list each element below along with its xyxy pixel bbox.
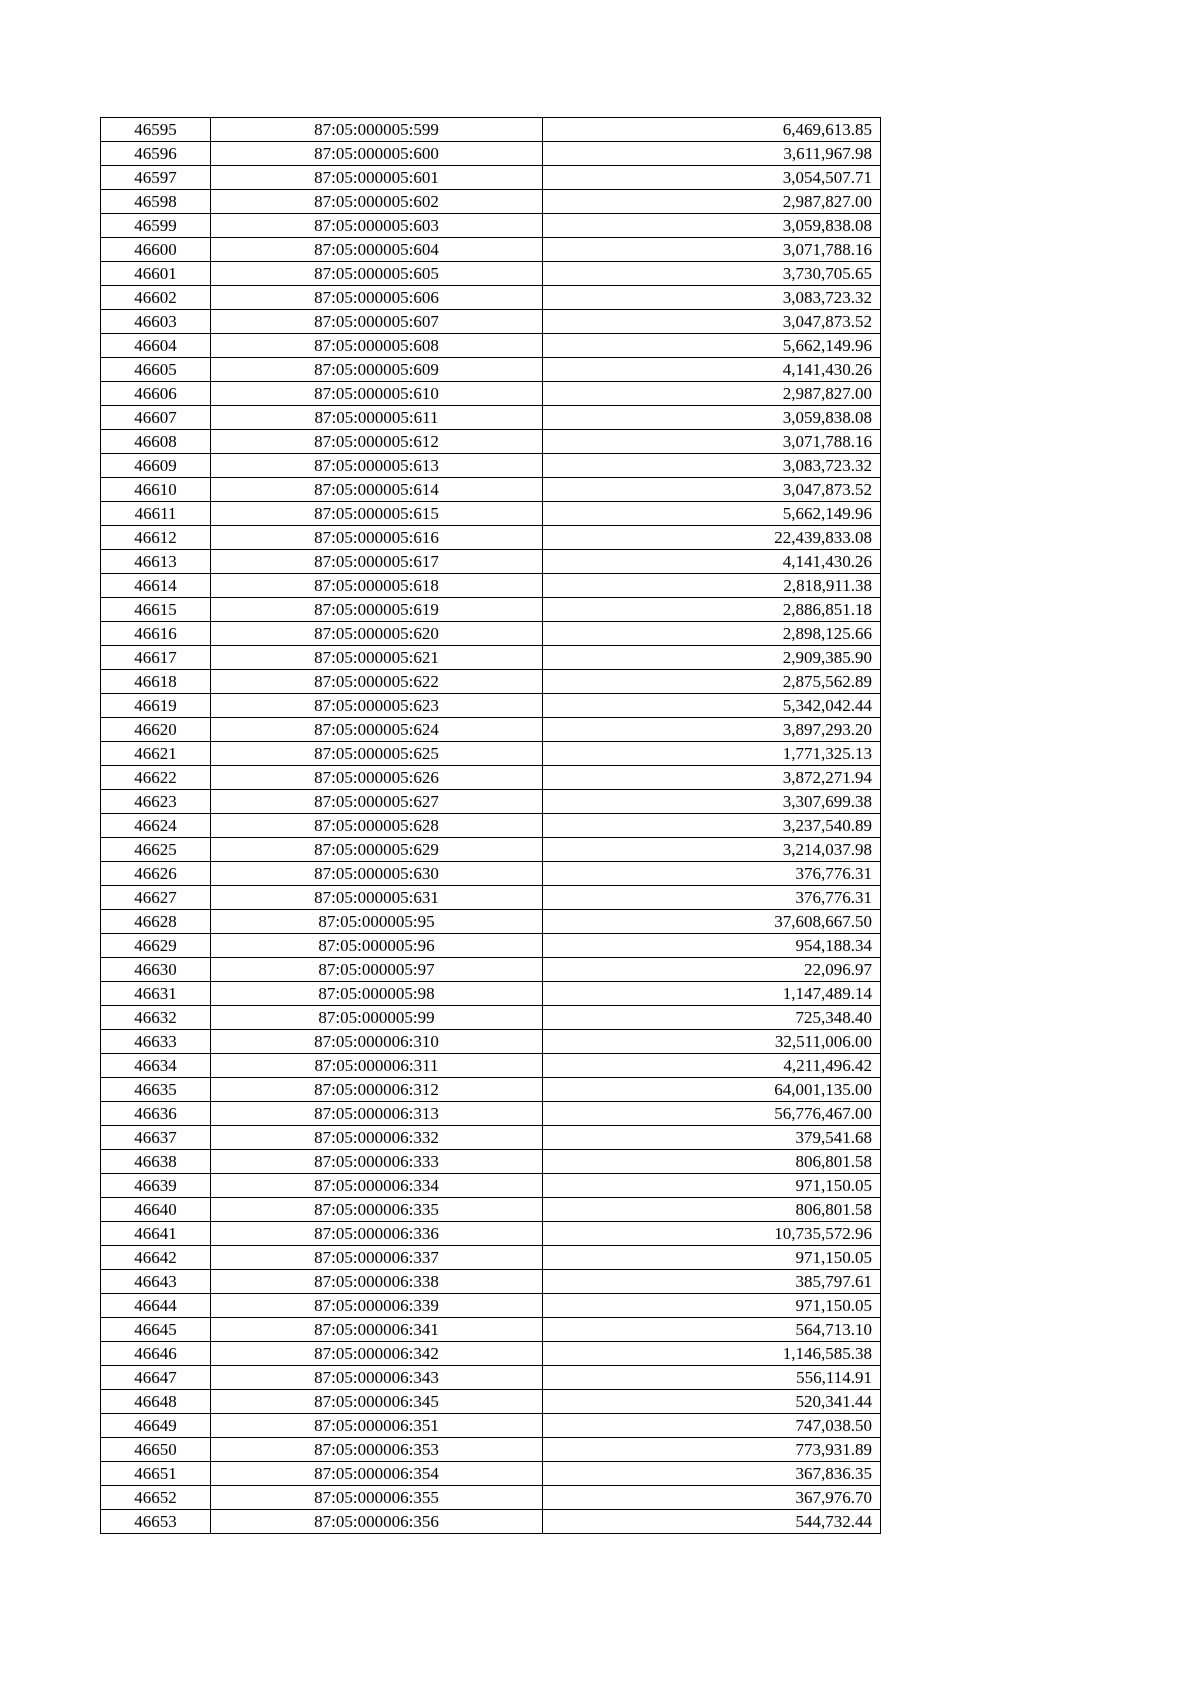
- table-row: [101, 670, 881, 694]
- cadastral-number-cell: 87:05:000005:629: [211, 838, 543, 862]
- table-row: [101, 886, 881, 910]
- cadastral-number-cell: 87:05:000005:624: [211, 718, 543, 742]
- value-cell: 520,341.44: [543, 1390, 881, 1414]
- value-cell: 37,608,667.50: [543, 910, 881, 934]
- value-cell: 2,909,385.90: [543, 646, 881, 670]
- cadastral-number-cell: 87:05:000006:341: [211, 1318, 543, 1342]
- value-cell: 3,071,788.16: [543, 238, 881, 262]
- table-row: [101, 358, 881, 382]
- table-row: [101, 766, 881, 790]
- value-cell: 367,976.70: [543, 1486, 881, 1510]
- table-row: [101, 382, 881, 406]
- row-number-cell: 46597: [101, 166, 211, 190]
- cadastral-number-cell: 87:05:000005:599: [211, 118, 543, 142]
- value-cell: 1,771,325.13: [543, 742, 881, 766]
- row-number-cell: 46631: [101, 982, 211, 1006]
- table-row: [101, 790, 881, 814]
- table-row: [101, 550, 881, 574]
- value-cell: 3,307,699.38: [543, 790, 881, 814]
- table-row: [101, 622, 881, 646]
- cadastral-number-cell: 87:05:000005:617: [211, 550, 543, 574]
- table-row: [101, 1510, 881, 1534]
- row-number-cell: 46645: [101, 1318, 211, 1342]
- row-number-cell: 46639: [101, 1174, 211, 1198]
- cadastral-number-cell: 87:05:000005:96: [211, 934, 543, 958]
- table-row: [101, 1294, 881, 1318]
- cadastral-number-cell: 87:05:000006:334: [211, 1174, 543, 1198]
- value-cell: 971,150.05: [543, 1294, 881, 1318]
- row-number-cell: 46646: [101, 1342, 211, 1366]
- cadastral-number-cell: 87:05:000005:625: [211, 742, 543, 766]
- row-number-cell: 46621: [101, 742, 211, 766]
- table-row: [101, 574, 881, 598]
- cadastral-number-cell: 87:05:000006:312: [211, 1078, 543, 1102]
- value-cell: 3,237,540.89: [543, 814, 881, 838]
- row-number-cell: 46610: [101, 478, 211, 502]
- row-number-cell: 46628: [101, 910, 211, 934]
- row-number-cell: 46622: [101, 766, 211, 790]
- row-number-cell: 46616: [101, 622, 211, 646]
- row-number-cell: 46611: [101, 502, 211, 526]
- row-number-cell: 46601: [101, 262, 211, 286]
- value-cell: 725,348.40: [543, 1006, 881, 1030]
- value-cell: 4,141,430.26: [543, 358, 881, 382]
- value-cell: 806,801.58: [543, 1150, 881, 1174]
- value-cell: 2,818,911.38: [543, 574, 881, 598]
- table-row: [101, 190, 881, 214]
- cadastral-number-cell: 87:05:000005:627: [211, 790, 543, 814]
- table-row: [101, 526, 881, 550]
- cadastral-number-cell: 87:05:000006:313: [211, 1102, 543, 1126]
- value-cell: 3,611,967.98: [543, 142, 881, 166]
- value-cell: 747,038.50: [543, 1414, 881, 1438]
- value-cell: 6,469,613.85: [543, 118, 881, 142]
- cadastral-number-cell: 87:05:000005:618: [211, 574, 543, 598]
- value-cell: 954,188.34: [543, 934, 881, 958]
- row-number-cell: 46650: [101, 1438, 211, 1462]
- cadastral-number-cell: 87:05:000005:626: [211, 766, 543, 790]
- value-cell: 2,898,125.66: [543, 622, 881, 646]
- row-number-cell: 46644: [101, 1294, 211, 1318]
- row-number-cell: 46652: [101, 1486, 211, 1510]
- cadastral-number-cell: 87:05:000005:606: [211, 286, 543, 310]
- value-cell: 4,141,430.26: [543, 550, 881, 574]
- value-cell: 3,059,838.08: [543, 406, 881, 430]
- cadastral-number-cell: 87:05:000006:356: [211, 1510, 543, 1534]
- cadastral-number-cell: 87:05:000005:607: [211, 310, 543, 334]
- table-row: [101, 478, 881, 502]
- table-row: [101, 1030, 881, 1054]
- table-row: [101, 958, 881, 982]
- table-row: [101, 1462, 881, 1486]
- table-row: [101, 1486, 881, 1510]
- table-row: [101, 1318, 881, 1342]
- table-row: [101, 1270, 881, 1294]
- table-row: [101, 430, 881, 454]
- table-row: [101, 1174, 881, 1198]
- table-row: [101, 982, 881, 1006]
- value-cell: 773,931.89: [543, 1438, 881, 1462]
- table-row: [101, 814, 881, 838]
- table-row: [101, 646, 881, 670]
- table-row: [101, 214, 881, 238]
- table-row: [101, 1438, 881, 1462]
- cadastral-number-cell: 87:05:000006:310: [211, 1030, 543, 1054]
- table-row: [101, 502, 881, 526]
- value-cell: 3,054,507.71: [543, 166, 881, 190]
- row-number-cell: 46623: [101, 790, 211, 814]
- row-number-cell: 46615: [101, 598, 211, 622]
- cadastral-number-cell: 87:05:000005:95: [211, 910, 543, 934]
- row-number-cell: 46641: [101, 1222, 211, 1246]
- cadastral-number-cell: 87:05:000005:630: [211, 862, 543, 886]
- cadastral-number-cell: 87:05:000005:628: [211, 814, 543, 838]
- value-cell: 1,147,489.14: [543, 982, 881, 1006]
- row-number-cell: 46602: [101, 286, 211, 310]
- row-number-cell: 46638: [101, 1150, 211, 1174]
- value-cell: 22,096.97: [543, 958, 881, 982]
- cadastral-number-cell: 87:05:000005:608: [211, 334, 543, 358]
- cadastral-number-cell: 87:05:000006:345: [211, 1390, 543, 1414]
- row-number-cell: 46635: [101, 1078, 211, 1102]
- cadastral-number-cell: 87:05:000005:613: [211, 454, 543, 478]
- row-number-cell: 46648: [101, 1390, 211, 1414]
- value-cell: 544,732.44: [543, 1510, 881, 1534]
- value-cell: 5,342,042.44: [543, 694, 881, 718]
- value-cell: 56,776,467.00: [543, 1102, 881, 1126]
- value-cell: 3,872,271.94: [543, 766, 881, 790]
- cadastral-number-cell: 87:05:000006:354: [211, 1462, 543, 1486]
- row-number-cell: 46627: [101, 886, 211, 910]
- value-cell: 3,083,723.32: [543, 286, 881, 310]
- table-row: [101, 1414, 881, 1438]
- value-cell: 3,059,838.08: [543, 214, 881, 238]
- value-cell: 32,511,006.00: [543, 1030, 881, 1054]
- value-cell: 806,801.58: [543, 1198, 881, 1222]
- row-number-cell: 46636: [101, 1102, 211, 1126]
- row-number-cell: 46642: [101, 1246, 211, 1270]
- table-row: [101, 1390, 881, 1414]
- table-row: [101, 1198, 881, 1222]
- value-cell: 1,146,585.38: [543, 1342, 881, 1366]
- value-cell: 22,439,833.08: [543, 526, 881, 550]
- value-cell: 3,897,293.20: [543, 718, 881, 742]
- cadastral-number-cell: 87:05:000005:631: [211, 886, 543, 910]
- cadastral-number-cell: 87:05:000005:97: [211, 958, 543, 982]
- cadastral-number-cell: 87:05:000005:601: [211, 166, 543, 190]
- value-cell: 971,150.05: [543, 1246, 881, 1270]
- row-number-cell: 46613: [101, 550, 211, 574]
- cadastral-number-cell: 87:05:000006:339: [211, 1294, 543, 1318]
- cadastral-number-cell: 87:05:000005:600: [211, 142, 543, 166]
- cadastral-number-cell: 87:05:000006:343: [211, 1366, 543, 1390]
- cadastral-number-cell: 87:05:000006:355: [211, 1486, 543, 1510]
- value-cell: 2,987,827.00: [543, 382, 881, 406]
- table-row: [101, 238, 881, 262]
- cadastral-number-cell: 87:05:000005:605: [211, 262, 543, 286]
- row-number-cell: 46609: [101, 454, 211, 478]
- cadastral-number-cell: 87:05:000005:612: [211, 430, 543, 454]
- table-row: [101, 1246, 881, 1270]
- cadastral-number-cell: 87:05:000005:616: [211, 526, 543, 550]
- cadastral-number-cell: 87:05:000005:623: [211, 694, 543, 718]
- row-number-cell: 46647: [101, 1366, 211, 1390]
- value-cell: 3,214,037.98: [543, 838, 881, 862]
- row-number-cell: 46620: [101, 718, 211, 742]
- value-cell: 4,211,496.42: [543, 1054, 881, 1078]
- value-cell: 5,662,149.96: [543, 502, 881, 526]
- value-cell: 367,836.35: [543, 1462, 881, 1486]
- value-cell: 2,886,851.18: [543, 598, 881, 622]
- table-row: [101, 118, 881, 142]
- row-number-cell: 46649: [101, 1414, 211, 1438]
- cadastral-number-cell: 87:05:000005:610: [211, 382, 543, 406]
- value-cell: 376,776.31: [543, 862, 881, 886]
- table-row: [101, 1054, 881, 1078]
- value-cell: 64,001,135.00: [543, 1078, 881, 1102]
- cadastral-number-cell: 87:05:000006:338: [211, 1270, 543, 1294]
- value-cell: 2,987,827.00: [543, 190, 881, 214]
- row-number-cell: 46612: [101, 526, 211, 550]
- cadastral-number-cell: 87:05:000005:603: [211, 214, 543, 238]
- row-number-cell: 46600: [101, 238, 211, 262]
- cadastral-number-cell: 87:05:000005:620: [211, 622, 543, 646]
- table-row: [101, 1222, 881, 1246]
- value-cell: 376,776.31: [543, 886, 881, 910]
- value-cell: 5,662,149.96: [543, 334, 881, 358]
- value-cell: 556,114.91: [543, 1366, 881, 1390]
- cadastral-number-cell: 87:05:000005:611: [211, 406, 543, 430]
- row-number-cell: 46626: [101, 862, 211, 886]
- table-row: [101, 718, 881, 742]
- row-number-cell: 46619: [101, 694, 211, 718]
- row-number-cell: 46596: [101, 142, 211, 166]
- cadastral-number-cell: 87:05:000005:99: [211, 1006, 543, 1030]
- row-number-cell: 46617: [101, 646, 211, 670]
- row-number-cell: 46608: [101, 430, 211, 454]
- table-row: [101, 334, 881, 358]
- cadastral-number-cell: 87:05:000006:337: [211, 1246, 543, 1270]
- cadastral-number-cell: 87:05:000006:353: [211, 1438, 543, 1462]
- row-number-cell: 46651: [101, 1462, 211, 1486]
- value-cell: 2,875,562.89: [543, 670, 881, 694]
- cadastral-number-cell: 87:05:000006:336: [211, 1222, 543, 1246]
- row-number-cell: 46624: [101, 814, 211, 838]
- table-row: [101, 694, 881, 718]
- table-row: [101, 1126, 881, 1150]
- cadastral-number-cell: 87:05:000005:622: [211, 670, 543, 694]
- cadastral-number-cell: 87:05:000005:604: [211, 238, 543, 262]
- cadastral-number-cell: 87:05:000006:332: [211, 1126, 543, 1150]
- value-cell: 3,083,723.32: [543, 454, 881, 478]
- row-number-cell: 46643: [101, 1270, 211, 1294]
- table-row: [101, 310, 881, 334]
- value-cell: 564,713.10: [543, 1318, 881, 1342]
- cadastral-number-cell: 87:05:000005:619: [211, 598, 543, 622]
- row-number-cell: 46607: [101, 406, 211, 430]
- cadastral-number-cell: 87:05:000005:609: [211, 358, 543, 382]
- table-row: [101, 862, 881, 886]
- cadastral-number-cell: 87:05:000005:98: [211, 982, 543, 1006]
- cadastral-number-cell: 87:05:000006:335: [211, 1198, 543, 1222]
- table-row: [101, 166, 881, 190]
- row-number-cell: 46640: [101, 1198, 211, 1222]
- cadastral-number-cell: 87:05:000005:621: [211, 646, 543, 670]
- row-number-cell: 46614: [101, 574, 211, 598]
- table-row: [101, 142, 881, 166]
- table-row: [101, 742, 881, 766]
- table-row: [101, 1150, 881, 1174]
- value-cell: 379,541.68: [543, 1126, 881, 1150]
- table-row: [101, 598, 881, 622]
- value-cell: 10,735,572.96: [543, 1222, 881, 1246]
- row-number-cell: 46599: [101, 214, 211, 238]
- row-number-cell: 46633: [101, 1030, 211, 1054]
- table-row: [101, 1366, 881, 1390]
- row-number-cell: 46653: [101, 1510, 211, 1534]
- value-cell: 385,797.61: [543, 1270, 881, 1294]
- value-cell: 3,047,873.52: [543, 478, 881, 502]
- cadastral-number-cell: 87:05:000005:614: [211, 478, 543, 502]
- row-number-cell: 46603: [101, 310, 211, 334]
- table-row: [101, 1342, 881, 1366]
- row-number-cell: 46629: [101, 934, 211, 958]
- cadastral-number-cell: 87:05:000005:602: [211, 190, 543, 214]
- table-row: [101, 1006, 881, 1030]
- row-number-cell: 46632: [101, 1006, 211, 1030]
- value-cell: 3,047,873.52: [543, 310, 881, 334]
- table-row: [101, 406, 881, 430]
- value-cell: 3,730,705.65: [543, 262, 881, 286]
- table-row: [101, 454, 881, 478]
- row-number-cell: 46630: [101, 958, 211, 982]
- cadastral-number-cell: 87:05:000006:351: [211, 1414, 543, 1438]
- cadastral-number-cell: 87:05:000006:311: [211, 1054, 543, 1078]
- table-body: [101, 118, 881, 1534]
- row-number-cell: 46605: [101, 358, 211, 382]
- row-number-cell: 46637: [101, 1126, 211, 1150]
- row-number-cell: 46606: [101, 382, 211, 406]
- table-row: [101, 1078, 881, 1102]
- table-row: [101, 934, 881, 958]
- value-cell: 971,150.05: [543, 1174, 881, 1198]
- row-number-cell: 46604: [101, 334, 211, 358]
- cadastre-value-table: [100, 117, 881, 1534]
- table-row: [101, 838, 881, 862]
- table-row: [101, 1102, 881, 1126]
- cadastral-number-cell: 87:05:000006:333: [211, 1150, 543, 1174]
- cadastral-number-cell: 87:05:000005:615: [211, 502, 543, 526]
- cadastral-number-cell: 87:05:000006:342: [211, 1342, 543, 1366]
- table-row: [101, 910, 881, 934]
- row-number-cell: 46598: [101, 190, 211, 214]
- row-number-cell: 46618: [101, 670, 211, 694]
- table-row: [101, 262, 881, 286]
- row-number-cell: 46634: [101, 1054, 211, 1078]
- value-cell: 3,071,788.16: [543, 430, 881, 454]
- table-row: [101, 286, 881, 310]
- row-number-cell: 46595: [101, 118, 211, 142]
- row-number-cell: 46625: [101, 838, 211, 862]
